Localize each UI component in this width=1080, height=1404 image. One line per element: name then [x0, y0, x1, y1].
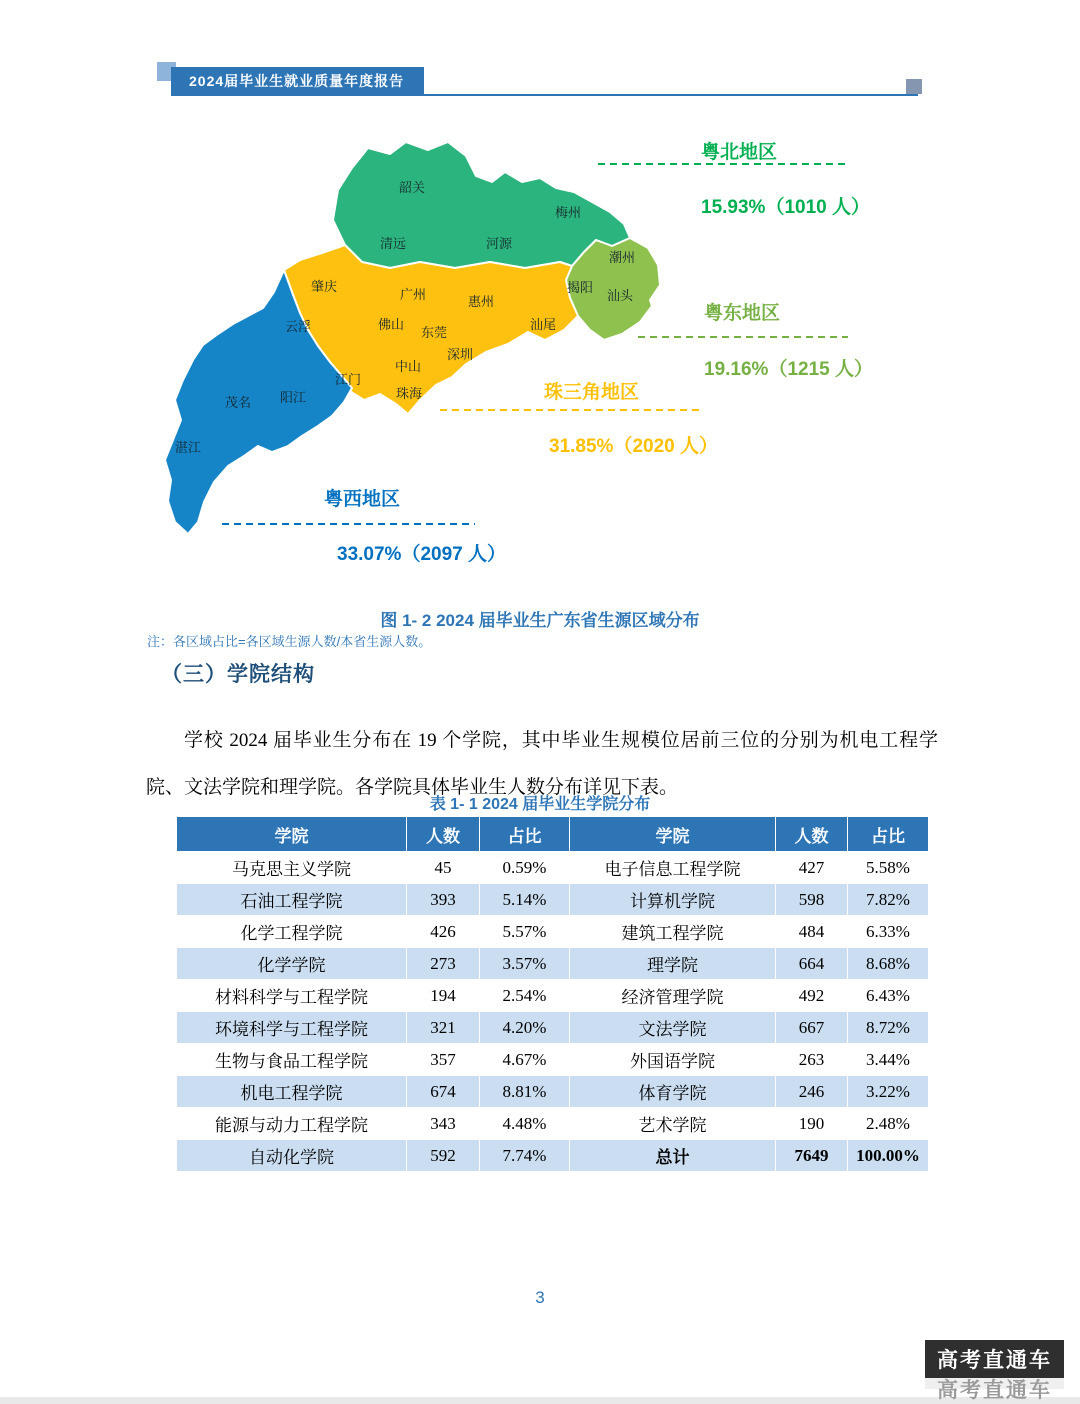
city-label: 中山 [394, 359, 422, 374]
count-left-cell: 674 [407, 1076, 480, 1108]
percent-right-cell: 2.48% [848, 1108, 929, 1140]
percent-left-cell: 5.14% [480, 884, 570, 916]
percent-left-cell: 7.74% [480, 1140, 570, 1172]
header-end-square [906, 79, 922, 94]
college-table-body [177, 852, 929, 1172]
percent-right-cell: 6.43% [848, 980, 929, 1012]
college-name-left-cell: 材料科学与工程学院 [177, 980, 407, 1012]
city-label: 肇庆 [310, 279, 338, 294]
count-left-cell: 273 [407, 948, 480, 980]
city-label: 广州 [399, 287, 427, 302]
college-name-right-cell: 外国语学院 [570, 1044, 776, 1076]
college-name-left-cell: 化学学院 [177, 948, 407, 980]
city-label: 茂名 [224, 395, 252, 410]
city-label: 江门 [334, 372, 362, 387]
watermark [925, 1340, 1064, 1402]
section-heading: （三）学院结构 [161, 663, 315, 686]
table-row [177, 948, 929, 980]
region-north-shape [333, 142, 630, 268]
watermark-text: 高考直通车 [925, 1340, 1064, 1378]
region-label-north: 粤北地区 [701, 142, 778, 163]
guangdong-map [0, 120, 1080, 595]
percent-right-cell: 3.22% [848, 1076, 929, 1108]
percent-right-cell: 8.68% [848, 948, 929, 980]
count-right-cell: 492 [776, 980, 848, 1012]
region-label-delta: 珠三角地区 [544, 382, 640, 403]
percent-left-cell: 4.48% [480, 1108, 570, 1140]
watermark-ghost-text: 高考直通车 [925, 1374, 1064, 1389]
page-number: 3 [535, 1288, 545, 1307]
college-name-right-cell: 理学院 [570, 948, 776, 980]
percent-left-cell: 8.81% [480, 1076, 570, 1108]
percent-left-cell: 0.59% [480, 852, 570, 884]
count-left-cell: 194 [407, 980, 480, 1012]
college-name-right-cell: 总计 [570, 1140, 776, 1172]
table-row [177, 916, 929, 948]
college-name-right-cell: 建筑工程学院 [570, 916, 776, 948]
header-percent-right: 占比 [848, 817, 929, 852]
city-label: 汕尾 [529, 317, 557, 332]
count-left-cell: 426 [407, 916, 480, 948]
report-title: 2024届毕业生就业质量年度报告 [171, 67, 424, 95]
college-name-left-cell: 马克思主义学院 [177, 852, 407, 884]
city-label: 东莞 [420, 325, 448, 340]
count-left-cell: 592 [407, 1140, 480, 1172]
percent-right-cell: 7.82% [848, 884, 929, 916]
percent-left-cell: 3.57% [480, 948, 570, 980]
guangdong-region-figure [0, 120, 1080, 595]
count-right-cell: 190 [776, 1108, 848, 1140]
count-left-cell: 393 [407, 884, 480, 916]
city-label: 湛江 [174, 440, 202, 455]
header-percent-left: 占比 [480, 817, 570, 852]
college-name-right-cell: 艺术学院 [570, 1108, 776, 1140]
table-title: 表 1- 1 2024 届毕业生学院分布 [429, 796, 651, 813]
percent-left-cell: 2.54% [480, 980, 570, 1012]
percent-left-cell: 5.57% [480, 916, 570, 948]
college-name-right-cell: 体育学院 [570, 1076, 776, 1108]
city-label: 佛山 [377, 317, 405, 332]
percent-right-cell: 100.00% [848, 1140, 929, 1172]
college-name-left-cell: 石油工程学院 [177, 884, 407, 916]
region-stat-east: 19.16%（1215 人） [704, 359, 873, 380]
percent-right-cell: 3.44% [848, 1044, 929, 1076]
city-label: 惠州 [467, 294, 495, 309]
count-right-cell: 667 [776, 1012, 848, 1044]
region-stat-west: 33.07%（2097 人） [337, 544, 506, 565]
city-label: 梅州 [554, 205, 582, 220]
percent-right-cell: 6.33% [848, 916, 929, 948]
count-left-cell: 45 [407, 852, 480, 884]
college-name-right-cell: 经济管理学院 [570, 980, 776, 1012]
college-name-left-cell: 能源与动力工程学院 [177, 1108, 407, 1140]
college-name-left-cell: 机电工程学院 [177, 1076, 407, 1108]
table-row [177, 1044, 929, 1076]
count-left-cell: 321 [407, 1012, 480, 1044]
city-label: 韶关 [398, 180, 426, 195]
city-label: 清远 [379, 236, 407, 251]
count-right-cell: 484 [776, 916, 848, 948]
college-table-header [177, 817, 929, 852]
city-label: 潮州 [608, 250, 636, 265]
table-header-row [177, 817, 929, 852]
count-right-cell: 664 [776, 948, 848, 980]
table-row [177, 1140, 929, 1172]
college-name-right-cell: 文法学院 [570, 1012, 776, 1044]
college-name-left-cell: 化学工程学院 [177, 916, 407, 948]
region-stat-delta: 31.85%（2020 人） [549, 436, 718, 457]
figure-note: 注：各区域占比=各区域生源人数/本省生源人数。 [147, 634, 432, 649]
city-label: 深圳 [446, 347, 474, 362]
count-right-cell: 427 [776, 852, 848, 884]
header-rule [171, 94, 918, 96]
count-left-cell: 357 [407, 1044, 480, 1076]
header-college-left: 学院 [177, 817, 407, 852]
header-count-left: 人数 [407, 817, 480, 852]
percent-right-cell: 5.58% [848, 852, 929, 884]
count-left-cell: 343 [407, 1108, 480, 1140]
percent-right-cell: 8.72% [848, 1012, 929, 1044]
table-row [177, 1076, 929, 1108]
city-label: 揭阳 [566, 280, 594, 295]
college-name-left-cell: 生物与食品工程学院 [177, 1044, 407, 1076]
count-right-cell: 598 [776, 884, 848, 916]
section-paragraph: 学校 2024 届毕业生分布在 19 个学院，其中毕业生规模位居前三位的分别为机电工程学院、文法学院和理学院。各学院具体毕业生人数分布详见下表。 [146, 730, 938, 798]
college-name-left-cell: 环境科学与工程学院 [177, 1012, 407, 1044]
city-label: 河源 [485, 236, 513, 251]
page-header [160, 64, 922, 96]
college-distribution-table [176, 816, 929, 1172]
city-label: 阳江 [279, 390, 307, 405]
region-stat-north: 15.93%（1010 人） [701, 197, 870, 218]
region-label-west: 粤西地区 [324, 489, 401, 510]
region-label-east: 粤东地区 [704, 303, 781, 324]
college-name-left-cell: 自动化学院 [177, 1140, 407, 1172]
city-label: 云浮 [284, 319, 312, 334]
figure-caption: 图 1- 2 2024 届毕业生广东省生源区域分布 [380, 611, 700, 630]
header-college-right: 学院 [570, 817, 776, 852]
table-row [177, 852, 929, 884]
count-right-cell: 263 [776, 1044, 848, 1076]
table-row [177, 884, 929, 916]
table-row [177, 1108, 929, 1140]
table-row [177, 980, 929, 1012]
percent-left-cell: 4.67% [480, 1044, 570, 1076]
count-right-cell: 7649 [776, 1140, 848, 1172]
college-name-right-cell: 电子信息工程学院 [570, 852, 776, 884]
header-count-right: 人数 [776, 817, 848, 852]
city-label: 珠海 [395, 386, 423, 401]
percent-left-cell: 4.20% [480, 1012, 570, 1044]
college-name-right-cell: 计算机学院 [570, 884, 776, 916]
count-right-cell: 246 [776, 1076, 848, 1108]
city-label: 汕头 [606, 288, 634, 303]
table-row [177, 1012, 929, 1044]
